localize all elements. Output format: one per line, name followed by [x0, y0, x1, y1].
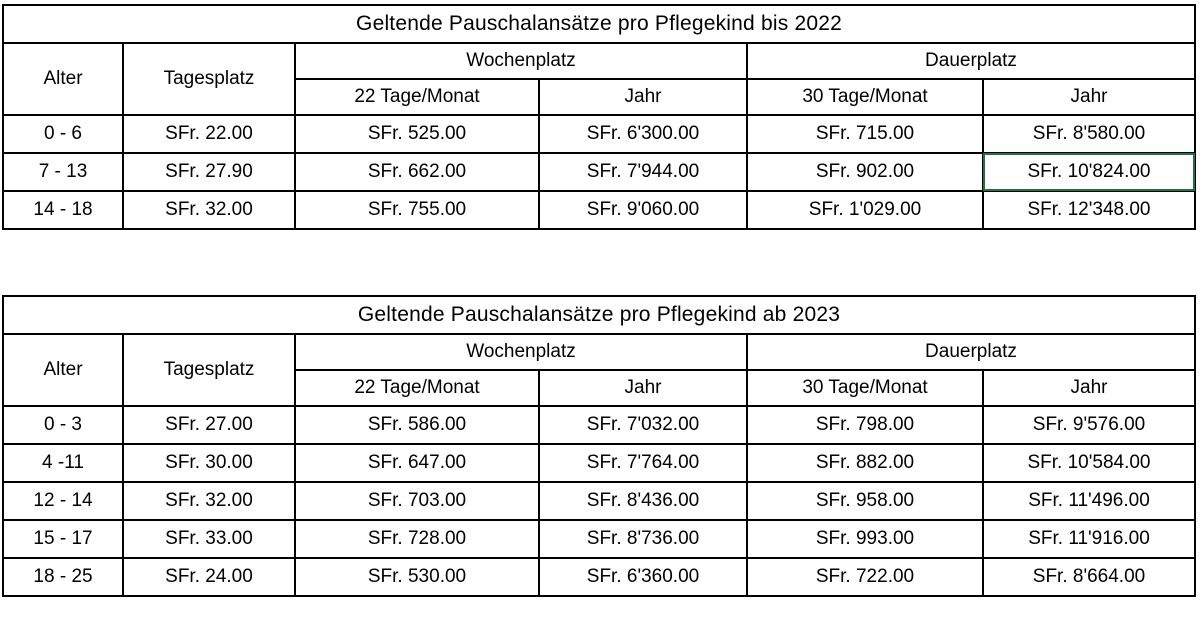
cell-dauer-jahr[interactable]: SFr. 8'580.00	[983, 115, 1195, 153]
cell-wochen-jahr[interactable]: SFr. 8'436.00	[539, 482, 747, 520]
cell-wochen-22[interactable]: SFr. 525.00	[295, 115, 539, 153]
cell-wochen-22[interactable]: SFr. 755.00	[295, 191, 539, 229]
header-wochenplatz: Wochenplatz	[295, 334, 747, 370]
cell-dauer-30[interactable]: SFr. 1'029.00	[747, 191, 983, 229]
cell-wochen-jahr[interactable]: SFr. 7'764.00	[539, 444, 747, 482]
cell-wochen-22[interactable]: SFr. 728.00	[295, 520, 539, 558]
table-title: Geltende Pauschalansätze pro Pflegekind bis 2022	[3, 5, 1195, 43]
cell-dauer-30[interactable]: SFr. 722.00	[747, 558, 983, 596]
rate-table-ab-2023	[2, 295, 1196, 597]
cell-alter[interactable]: 14 - 18	[3, 191, 123, 229]
cell-wochen-jahr[interactable]: SFr. 9'060.00	[539, 191, 747, 229]
rate-table-bis-2022	[2, 4, 1196, 230]
cell-wochen-22[interactable]: SFr. 530.00	[295, 558, 539, 596]
header-tagesplatz: Tagesplatz	[123, 334, 295, 406]
cell-dauer-jahr[interactable]: SFr. 9'576.00	[983, 406, 1195, 444]
header-dauer-jahr: Jahr	[983, 370, 1195, 406]
cell-tagesplatz[interactable]: SFr. 27.90	[123, 153, 295, 191]
table-header-row-group	[3, 334, 1195, 370]
header-dauer-30-tage: 30 Tage/Monat	[747, 79, 983, 115]
table-row	[3, 191, 1195, 229]
cell-wochen-22[interactable]: SFr. 647.00	[295, 444, 539, 482]
cell-tagesplatz[interactable]: SFr. 32.00	[123, 482, 295, 520]
header-wochen-22-tage: 22 Tage/Monat	[295, 370, 539, 406]
cell-wochen-22[interactable]: SFr. 703.00	[295, 482, 539, 520]
cell-dauer-jahr-selected[interactable]: SFr. 10'824.00	[983, 153, 1195, 191]
table-title: Geltende Pauschalansätze pro Pflegekind ab 2023	[3, 296, 1195, 334]
header-alter: Alter	[3, 334, 123, 406]
cell-wochen-jahr[interactable]: SFr. 6'300.00	[539, 115, 747, 153]
cell-dauer-30[interactable]: SFr. 882.00	[747, 444, 983, 482]
cell-tagesplatz[interactable]: SFr. 32.00	[123, 191, 295, 229]
cell-tagesplatz[interactable]: SFr. 30.00	[123, 444, 295, 482]
table-title-row	[3, 5, 1195, 43]
cell-dauer-jahr[interactable]: SFr. 11'496.00	[983, 482, 1195, 520]
header-wochen-jahr: Jahr	[539, 79, 747, 115]
header-dauer-jahr: Jahr	[983, 79, 1195, 115]
cell-dauer-jahr[interactable]: SFr. 8'664.00	[983, 558, 1195, 596]
cell-dauer-30[interactable]: SFr. 902.00	[747, 153, 983, 191]
table-row	[3, 520, 1195, 558]
table-row	[3, 558, 1195, 596]
table-row	[3, 153, 1195, 191]
cell-dauer-30[interactable]: SFr. 798.00	[747, 406, 983, 444]
table-title-row	[3, 296, 1195, 334]
header-wochen-22-tage: 22 Tage/Monat	[295, 79, 539, 115]
cell-alter[interactable]: 0 - 6	[3, 115, 123, 153]
cell-dauer-30[interactable]: SFr. 958.00	[747, 482, 983, 520]
header-alter: Alter	[3, 43, 123, 115]
header-wochen-jahr: Jahr	[539, 370, 747, 406]
cell-wochen-jahr[interactable]: SFr. 7'944.00	[539, 153, 747, 191]
cell-alter[interactable]: 18 - 25	[3, 558, 123, 596]
cell-tagesplatz[interactable]: SFr. 22.00	[123, 115, 295, 153]
header-dauerplatz: Dauerplatz	[747, 43, 1195, 79]
cell-alter[interactable]: 0 - 3	[3, 406, 123, 444]
cell-wochen-jahr[interactable]: SFr. 8'736.00	[539, 520, 747, 558]
header-wochenplatz: Wochenplatz	[295, 43, 747, 79]
cell-dauer-jahr[interactable]: SFr. 12'348.00	[983, 191, 1195, 229]
table-row	[3, 482, 1195, 520]
table-row	[3, 444, 1195, 482]
cell-alter[interactable]: 7 - 13	[3, 153, 123, 191]
cell-tagesplatz[interactable]: SFr. 27.00	[123, 406, 295, 444]
cell-alter[interactable]: 4 -11	[3, 444, 123, 482]
header-tagesplatz: Tagesplatz	[123, 43, 295, 115]
cell-dauer-jahr[interactable]: SFr. 11'916.00	[983, 520, 1195, 558]
cell-alter[interactable]: 12 - 14	[3, 482, 123, 520]
table-row	[3, 406, 1195, 444]
cell-wochen-22[interactable]: SFr. 662.00	[295, 153, 539, 191]
cell-alter[interactable]: 15 - 17	[3, 520, 123, 558]
cell-tagesplatz[interactable]: SFr. 33.00	[123, 520, 295, 558]
table-row	[3, 115, 1195, 153]
cell-wochen-jahr[interactable]: SFr. 6'360.00	[539, 558, 747, 596]
cell-tagesplatz[interactable]: SFr. 24.00	[123, 558, 295, 596]
cell-dauer-30[interactable]: SFr. 993.00	[747, 520, 983, 558]
header-dauerplatz: Dauerplatz	[747, 334, 1195, 370]
cell-wochen-jahr[interactable]: SFr. 7'032.00	[539, 406, 747, 444]
cell-dauer-30[interactable]: SFr. 715.00	[747, 115, 983, 153]
cell-dauer-jahr[interactable]: SFr. 10'584.00	[983, 444, 1195, 482]
table-container-ab-2023	[2, 295, 1196, 597]
cell-wochen-22[interactable]: SFr. 586.00	[295, 406, 539, 444]
header-dauer-30-tage: 30 Tage/Monat	[747, 370, 983, 406]
table-container-bis-2022	[2, 4, 1196, 230]
table-header-row-group	[3, 43, 1195, 79]
